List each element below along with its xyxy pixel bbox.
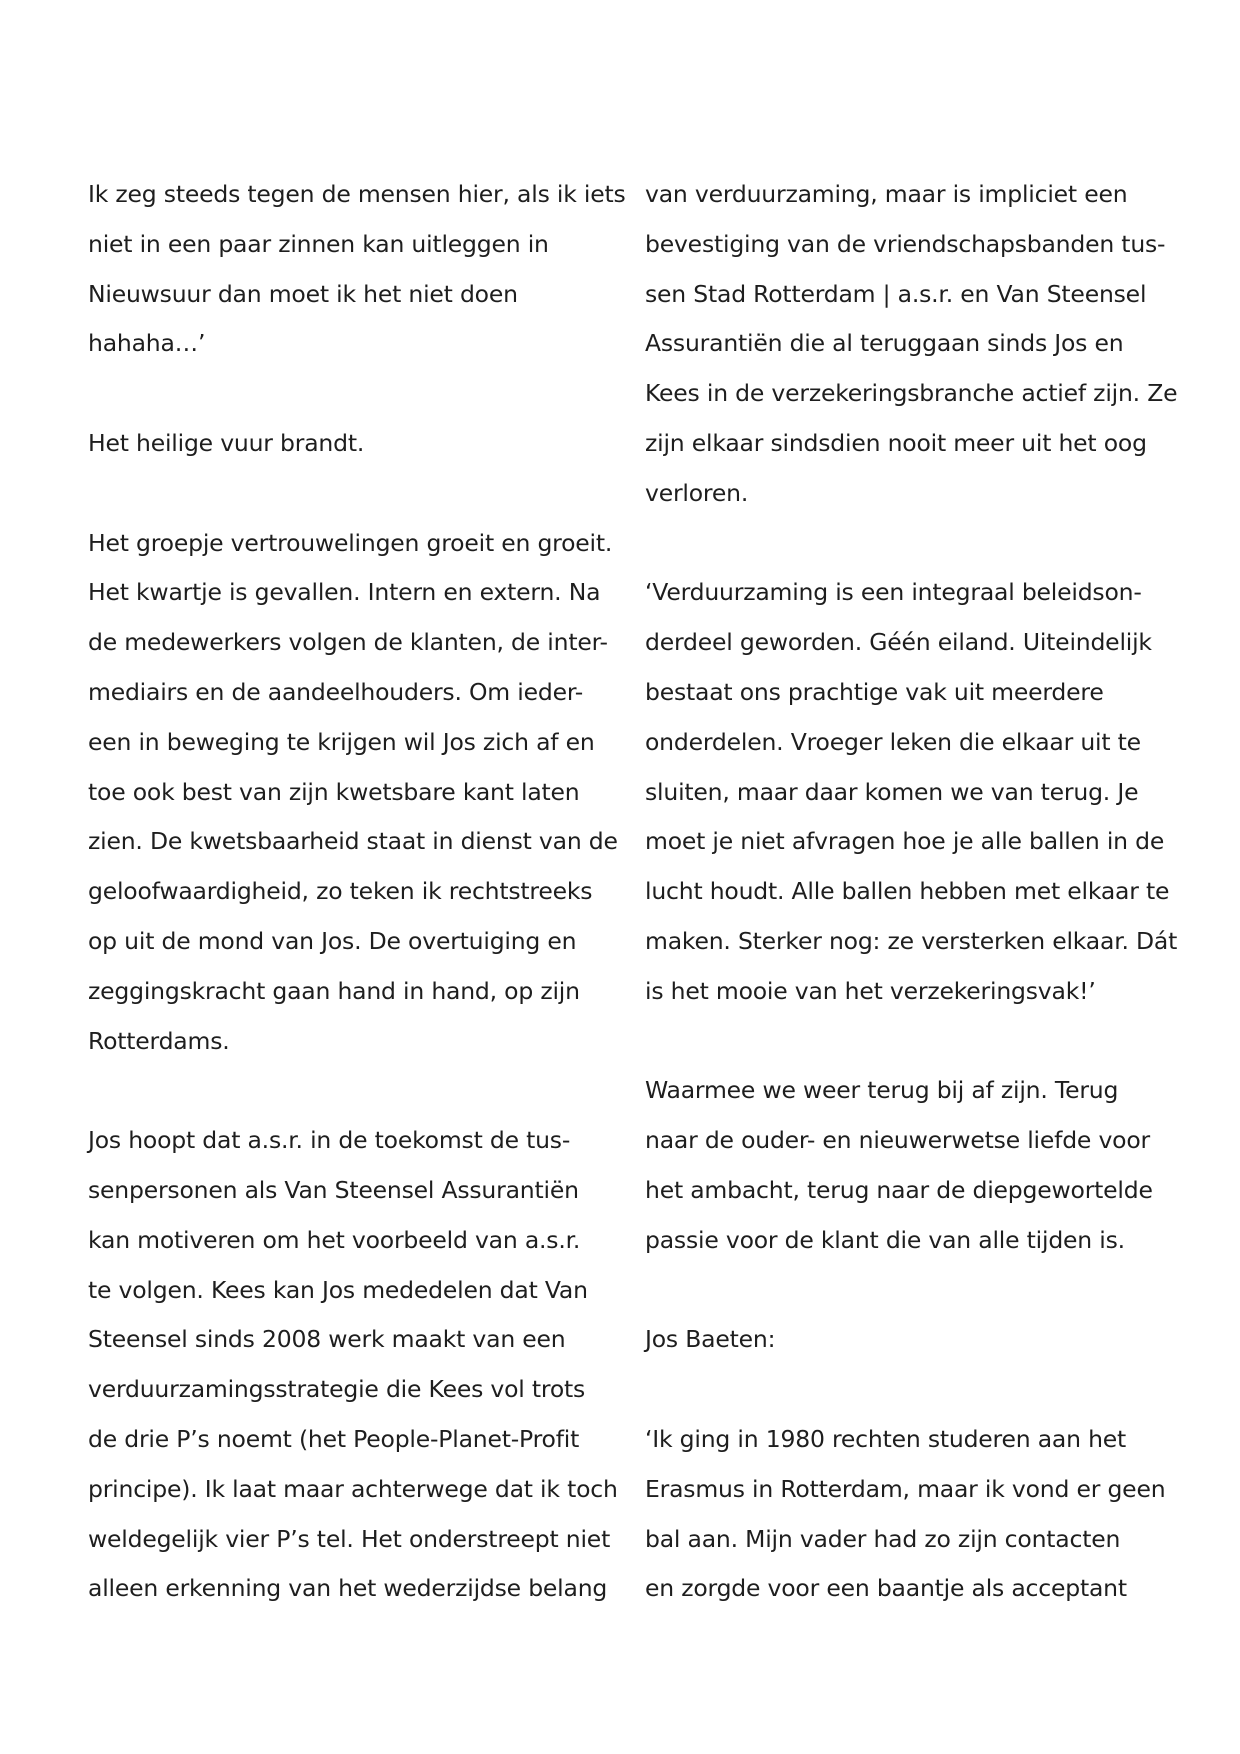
text-line: sluiten, maar daar komen we van terug. Je <box>645 777 1139 806</box>
text-line: bestaat ons prachtige vak uit meerdere <box>645 677 1104 706</box>
paragraph <box>88 170 633 369</box>
text-line: bal aan. Mijn vader had zo zijn contacten <box>645 1524 1121 1553</box>
paragraph-gap <box>645 519 1190 569</box>
text-line: te volgen. Kees kan Jos mededelen dat Van <box>88 1275 588 1304</box>
text-line: maken. Sterker nog: ze versterken elkaar. Dát <box>645 926 1178 955</box>
text-line: onderdelen. Vroeger leken die elkaar uit te <box>645 727 1141 756</box>
text-line: verloren. <box>645 478 749 507</box>
text-line: de medewerkers volgen de klanten, de inter- <box>88 628 608 657</box>
text-line: Rotterdams. <box>88 1026 230 1055</box>
paragraph-gap <box>645 1266 1190 1316</box>
paragraph-gap <box>88 369 633 419</box>
text-line: kan motiveren om het voorbeeld van a.s.r. <box>88 1225 581 1254</box>
text-line: op uit de mond van Jos. De overtuiging en <box>88 926 577 955</box>
text-line: mediairs en de aandeelhouders. Om ieder- <box>88 677 584 706</box>
text-line: naar de ouder- en nieuwerwetse liefde voor <box>645 1126 1150 1155</box>
right-column <box>645 170 1190 1614</box>
text-line: Waarmee we weer terug bij af zijn. Terug <box>645 1076 1119 1105</box>
text-line: zeggingskracht gaan hand in hand, op zijn <box>88 976 580 1005</box>
text-line: ‘Verduurzaming is een integraal beleidson- <box>645 578 1142 607</box>
text-line: toe ook best van zijn kwetsbare kant laten <box>88 777 580 806</box>
text-line: het ambacht, terug naar de diepgewortelde <box>645 1175 1153 1204</box>
text-line: Steensel sinds 2008 werk maakt van een <box>88 1325 566 1354</box>
paragraph <box>645 170 1190 519</box>
paragraph-gap <box>88 469 633 519</box>
left-column <box>88 170 633 1614</box>
text-line: en zorgde voor een baantje als acceptant <box>645 1574 1127 1603</box>
paragraph <box>645 1066 1190 1265</box>
text-line: zijn elkaar sindsdien nooit meer uit het oog <box>645 428 1147 457</box>
text-line: geloofwaardigheid, zo teken ik rechtstreeks <box>88 877 593 906</box>
paragraph <box>88 1116 633 1614</box>
text-line: ‘Ik ging in 1980 rechten studeren aan het <box>645 1424 1127 1453</box>
text-line: Ik zeg steeds tegen de mensen hier, als ik iets <box>88 180 626 208</box>
text-line: Jos hoopt dat a.s.r. in de toekomst de tus- <box>88 1126 571 1155</box>
text-line: Assurantiën die al teruggaan sinds Jos en <box>645 329 1124 358</box>
paragraph <box>645 568 1190 1016</box>
text-line: principe). Ik laat maar achterwege dat ik toch <box>88 1474 618 1503</box>
paragraph-gap <box>645 1365 1190 1415</box>
text-line: lucht houdt. Alle ballen hebben met elkaar te <box>645 877 1170 906</box>
text-line: weldegelijk vier P’s tel. Het onderstreept niet <box>88 1524 611 1553</box>
text-line: Het heilige vuur brandt. <box>88 428 365 457</box>
text-line: zien. De kwetsbaarheid staat in dienst van de <box>88 827 618 856</box>
text-line: niet in een paar zinnen kan uitleggen in <box>88 229 549 258</box>
text-line: derdeel geworden. Géén eiland. Uiteindelijk <box>645 628 1152 657</box>
text-line: verduurzamingsstrategie die Kees vol trots <box>88 1375 586 1404</box>
paragraph-gap <box>645 1017 1190 1067</box>
paragraph-gap <box>88 1066 633 1116</box>
text-line: bevestiging van de vriendschapsbanden tus- <box>645 229 1166 258</box>
text-line: hahaha…’ <box>88 329 206 358</box>
paragraph <box>88 519 633 1067</box>
paragraph <box>645 1415 1190 1614</box>
paragraph <box>88 419 633 469</box>
text-line: passie voor de klant die van alle tijden is. <box>645 1225 1125 1254</box>
text-line: is het mooie van het verzekeringsvak!’ <box>645 976 1096 1005</box>
text-line: van verduurzaming, maar is impliciet een <box>645 180 1128 208</box>
paragraph <box>645 1315 1190 1365</box>
text-line: Het groepje vertrouwelingen groeit en groeit. <box>88 528 613 557</box>
text-line: senpersonen als Van Steensel Assurantiën <box>88 1175 579 1204</box>
text-line: een in beweging te krijgen wil Jos zich af en <box>88 727 595 756</box>
text-line: sen Stad Rotterdam | a.s.r. en Van Steensel <box>645 279 1147 308</box>
text-line: Kees in de verzekeringsbranche actief zijn. Ze <box>645 379 1178 408</box>
text-line: de drie P’s noemt (het People-Planet-Profit <box>88 1424 580 1453</box>
text-line: Het kwartje is gevallen. Intern en extern. Na <box>88 578 601 607</box>
text-line: alleen erkenning van het wederzijdse belang <box>88 1574 608 1603</box>
text-line: Nieuwsuur dan moet ik het niet doen <box>88 279 518 308</box>
text-line: Jos Baeten: <box>645 1325 776 1354</box>
text-line: moet je niet afvragen hoe je alle ballen in de <box>645 827 1165 856</box>
text-line: Erasmus in Rotterdam, maar ik vond er geen <box>645 1474 1166 1503</box>
